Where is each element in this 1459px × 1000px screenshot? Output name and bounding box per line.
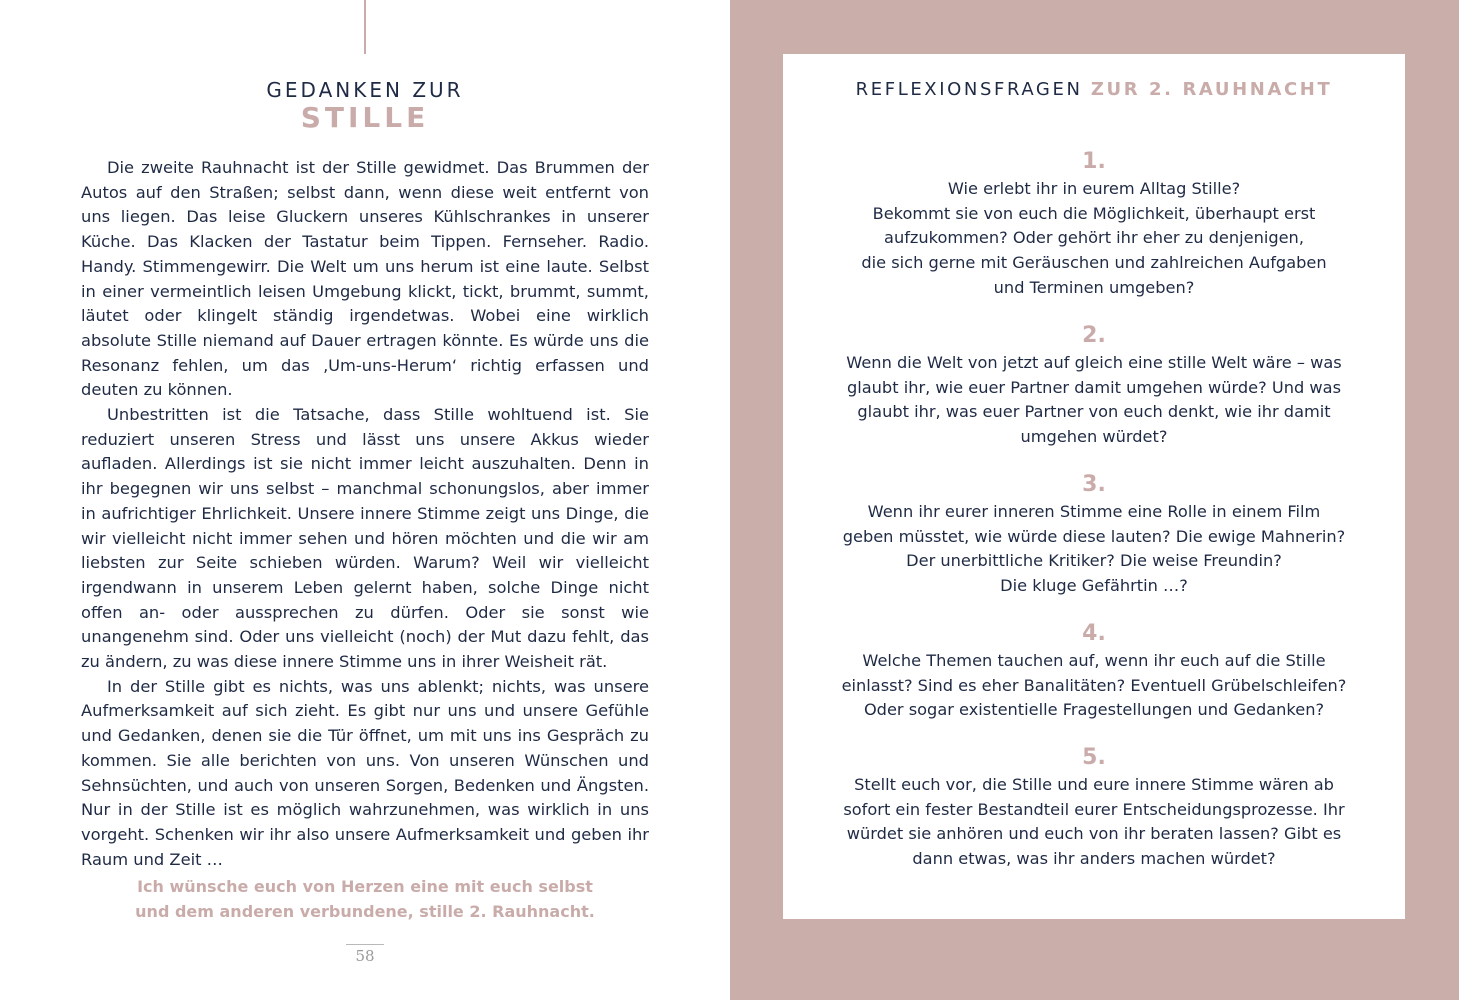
question-3 [803,472,1385,599]
question-4 [803,621,1385,723]
question-line: Wie erlebt ihr in eurem Alltag Stille? [947,179,1241,198]
question-line: glaubt ihr, was euer Partner von euch denkt, wie ihr damit [857,402,1331,422]
question-text [803,500,1385,599]
question-line: die sich gerne mit Geräuschen und zahlreichen Aufgaben [861,253,1327,273]
right-page [730,0,1459,1000]
card-title-plain: REFLEXIONSFRAGEN [855,79,1083,100]
question-number: 3. [1082,472,1106,497]
closing-line-2: und dem anderen verbundene, stille 2. Rauhnacht. [135,902,595,921]
question-line: Stellt euch vor, die Stille und eure innere Stimme wären ab [854,775,1334,794]
question-line: einlasst? Sind es eher Banalitäten? Eventuell Grübelschleifen? [841,675,1347,695]
question-number: 4. [1082,621,1106,646]
question-line: Die kluge Gefährtin …? [1000,576,1188,596]
paragraph-3: In der Stille gibt es nichts, was uns ablenkt; nichts, was unsere Aufmerksamkeit auf sich zieht. Es gibt nur uns und unsere Gefühle und Gedanken, denen sie die Tür öffnet, um mit uns ins Gespräch zu kommen. Sie alle berichten von uns. Von unseren Wünschen und Sehnsüchten, und auch von unseren Sorgen, Bedenken und Ängsten. Nur in der Stille ist es möglich wahrzunehmen, was wirklich in uns vorgeht. Schenken wir ihr also unsere Aufmerksamkeit und geben ihr Raum und Zeit … [81,676,649,869]
paragraph-1: Die zweite Rauhnacht ist der Stille gewidmet. Das Brummen der Autos auf den Straßen; selbst dann, wenn diese weit entfernt von uns liegen. Das leise Gluckern unseres Kühlschrankes in unserer Küche. Das Klacken der Tastatur beim Tippen. Fernseher. Radio. Handy. Stimmengewirr. Die Welt um uns herum ist eine laute. Selbst in einer vermeintlich leisen Umgebung klickt, tickt, brummt, summt, läutet oder klingelt ständig irgendetwas. Wobei eine wirklich absolute Stille niemand auf Dauer ertragen könnte. Es würde uns die Resonanz fehlen, um das ‚Um-uns-Herum‘ richtig erfassen und deuten zu können. [81,158,649,400]
body-text [81,156,649,872]
question-text [803,177,1385,301]
question-line: Wenn die Welt von jetzt auf gleich eine stille Welt wäre – was [846,353,1342,372]
closing-wish [0,874,730,924]
question-1 [803,149,1385,301]
question-number: 5. [1082,745,1106,770]
card-title-accent: ZUR 2. RAUHNACHT [1090,79,1333,100]
question-text [803,351,1385,450]
paragraph-2: Unbestritten ist die Tatsache, dass Stille wohltuend ist. Sie reduziert unseren Stress und lässt uns unsere Akkus wieder aufladen. Allerdings ist sie nicht immer leicht auszuhalten. Denn in ihr begegnen wir uns selbst – manchmal schonungslos, aber immer in aufrichtiger Ehrlichkeit. Unsere innere Stimme zeigt uns Dinge, die wir vielleicht nicht immer sehen und hören möchten und die wir am liebsten zur Seite schieben würden. Warum? Weil wir vielleicht irgendwann in unserem Leben gelernt haben, solche Dinge nicht offen an- oder aussprechen zu dürfen. Oder sie sonst wie unangenehm sind. Oder uns vielleicht (noch) der Mut dazu fehlt, das zu ändern, zu was diese innere Stimme uns in ihrer Weisheit rät. [81,405,649,672]
question-line: Welche Themen tauchen auf, wenn ihr euch auf die Stille [862,651,1326,670]
reflection-card [783,54,1405,919]
question-line: Der unerbittliche Kritiker? Die weise Freundin? [906,551,1282,571]
question-5 [803,745,1385,872]
question-text [803,773,1385,872]
question-number: 2. [1082,323,1106,348]
question-line: geben müsstet, wie würde diese lauten? Die ewige Mahnerin? [842,526,1346,546]
page-number: 58 [355,947,375,965]
question-text [803,649,1385,723]
question-line: und Terminen umgeben? [993,277,1195,297]
question-line: umgehen würdet? [1020,427,1168,447]
section-kicker: GEDANKEN ZUR [266,78,464,102]
question-line: Wenn ihr eurer inneren Stimme eine Rolle in einem Film [867,502,1321,521]
question-line: glaubt ihr, wie euer Partner damit umgehen würde? Und was [846,377,1342,397]
question-2 [803,323,1385,450]
question-line: würdet sie anhören und euch von ihr beraten lassen? Gibt es [846,824,1342,844]
question-number: 1. [1082,149,1106,174]
page-number-rule [346,944,384,945]
section-title: STILLE [300,101,430,134]
closing-line-1: Ich wünsche euch von Herzen eine mit euch selbst [137,877,593,896]
card-title [783,79,1405,100]
top-divider [364,0,366,54]
question-line: Oder sogar existentielle Fragestellungen und Gedanken? [863,700,1325,720]
question-line: Bekommt sie von euch die Möglichkeit, überhaupt erst [872,203,1316,223]
question-line: sofort ein fester Bestandteil eurer Entscheidungsprozesse. Ihr [843,799,1345,819]
question-line: aufzukommen? Oder gehört ihr eher zu denjenigen, [884,228,1304,248]
question-line: dann etwas, was ihr anders machen würdet? [912,849,1276,869]
